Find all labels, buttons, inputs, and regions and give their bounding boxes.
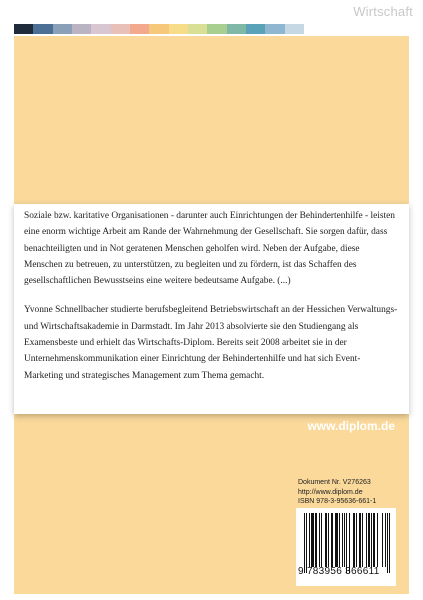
barcode-bar <box>306 513 307 573</box>
color-swatch <box>111 24 130 34</box>
barcode-bar <box>389 513 390 573</box>
barcode-bar <box>339 513 340 567</box>
color-swatch <box>265 24 284 34</box>
publisher-url: www.diplom.de <box>307 419 395 433</box>
barcode-bar <box>371 513 372 567</box>
barcode-bar <box>319 513 320 567</box>
color-swatch <box>246 24 265 34</box>
color-swatch <box>149 24 168 34</box>
document-info <box>298 478 376 507</box>
blurb-box <box>14 204 409 414</box>
color-swatch <box>285 24 304 34</box>
color-swatch <box>72 24 91 34</box>
barcode-bar <box>325 513 327 567</box>
document-website: http://www.diplom.de <box>298 488 363 496</box>
barcode-bar <box>385 513 386 567</box>
color-swatch <box>33 24 52 34</box>
blurb-paragraph-summary: Soziale bzw. karitative Organisationen - darunter auch Einrichtungen der Behindertenhilfe - leisten eine enorm wichtige Arbeit am Rande der Wahrnehmung der Gesellschaft. Sie sorgen dafür, dass benachteiligten und in Not geratenen Menschen geholfen wird. Neben der Aufgabe, diese Menschen zu betreuen, zu unterstützen, zu begleiten und zu fördern, ist das Schaffen des gesellschaftlichen Bewusstseins eine weitere bedeutsame Aufgabe. (...) <box>24 211 395 287</box>
barcode-bar <box>356 513 357 567</box>
color-swatch <box>53 24 72 34</box>
barcode-bar <box>373 513 375 567</box>
barcode-digits: 9 783956 366611 <box>298 566 380 577</box>
barcode-bar <box>359 513 361 567</box>
barcode-bar <box>362 513 363 567</box>
barcode-bar <box>382 513 383 567</box>
document-number: Dokument Nr. V276263 <box>298 479 371 486</box>
color-strip <box>14 24 304 34</box>
barcode-bar <box>377 513 378 567</box>
barcode-bar <box>311 513 314 567</box>
color-swatch <box>14 24 33 34</box>
color-swatch <box>169 24 188 34</box>
color-swatch <box>227 24 246 34</box>
color-swatch <box>91 24 110 34</box>
barcode-bar <box>321 513 322 567</box>
isbn-barcode <box>296 508 396 586</box>
category-label: Wirtschaft <box>353 4 413 19</box>
barcode-bar <box>335 513 338 567</box>
blurb-paragraph-author: Yvonne Schnellbacher studierte berufsbegleitend Betriebswirtschaft an der Hessichen Verwaltungs- und Wirtschaftsakademie in Darmstadt. Im Jahr 2013 absolvierte sie den Studiengang als Examensbeste und erhielt das Wirtschafts-Diplom. Bereits seit 2008 arbeitet sie in der Unternehmenskommunikation einer Einrichtung der Behindertenhilfe und hat sich Event-Marketing und strategisches Management zum Thema gemacht. <box>24 305 398 381</box>
barcode-bar <box>309 513 310 567</box>
barcode-bar <box>349 513 350 573</box>
barcode-bar <box>344 513 345 567</box>
color-swatch <box>188 24 207 34</box>
barcode-bars <box>304 513 390 567</box>
barcode-bar <box>342 513 343 567</box>
barcode-bar <box>353 513 355 567</box>
barcode-bar <box>328 513 329 567</box>
barcode-bar <box>366 513 367 567</box>
barcode-bar <box>346 513 347 573</box>
color-swatch <box>130 24 149 34</box>
barcode-bar <box>331 513 333 567</box>
barcode-bar <box>304 513 305 573</box>
blurb-text <box>24 208 399 384</box>
color-swatch <box>207 24 226 34</box>
barcode-bar <box>387 513 388 573</box>
barcode-bar <box>368 513 370 567</box>
barcode-bar <box>315 513 317 567</box>
document-isbn: ISBN 978-3-95636-661-1 <box>298 498 377 505</box>
